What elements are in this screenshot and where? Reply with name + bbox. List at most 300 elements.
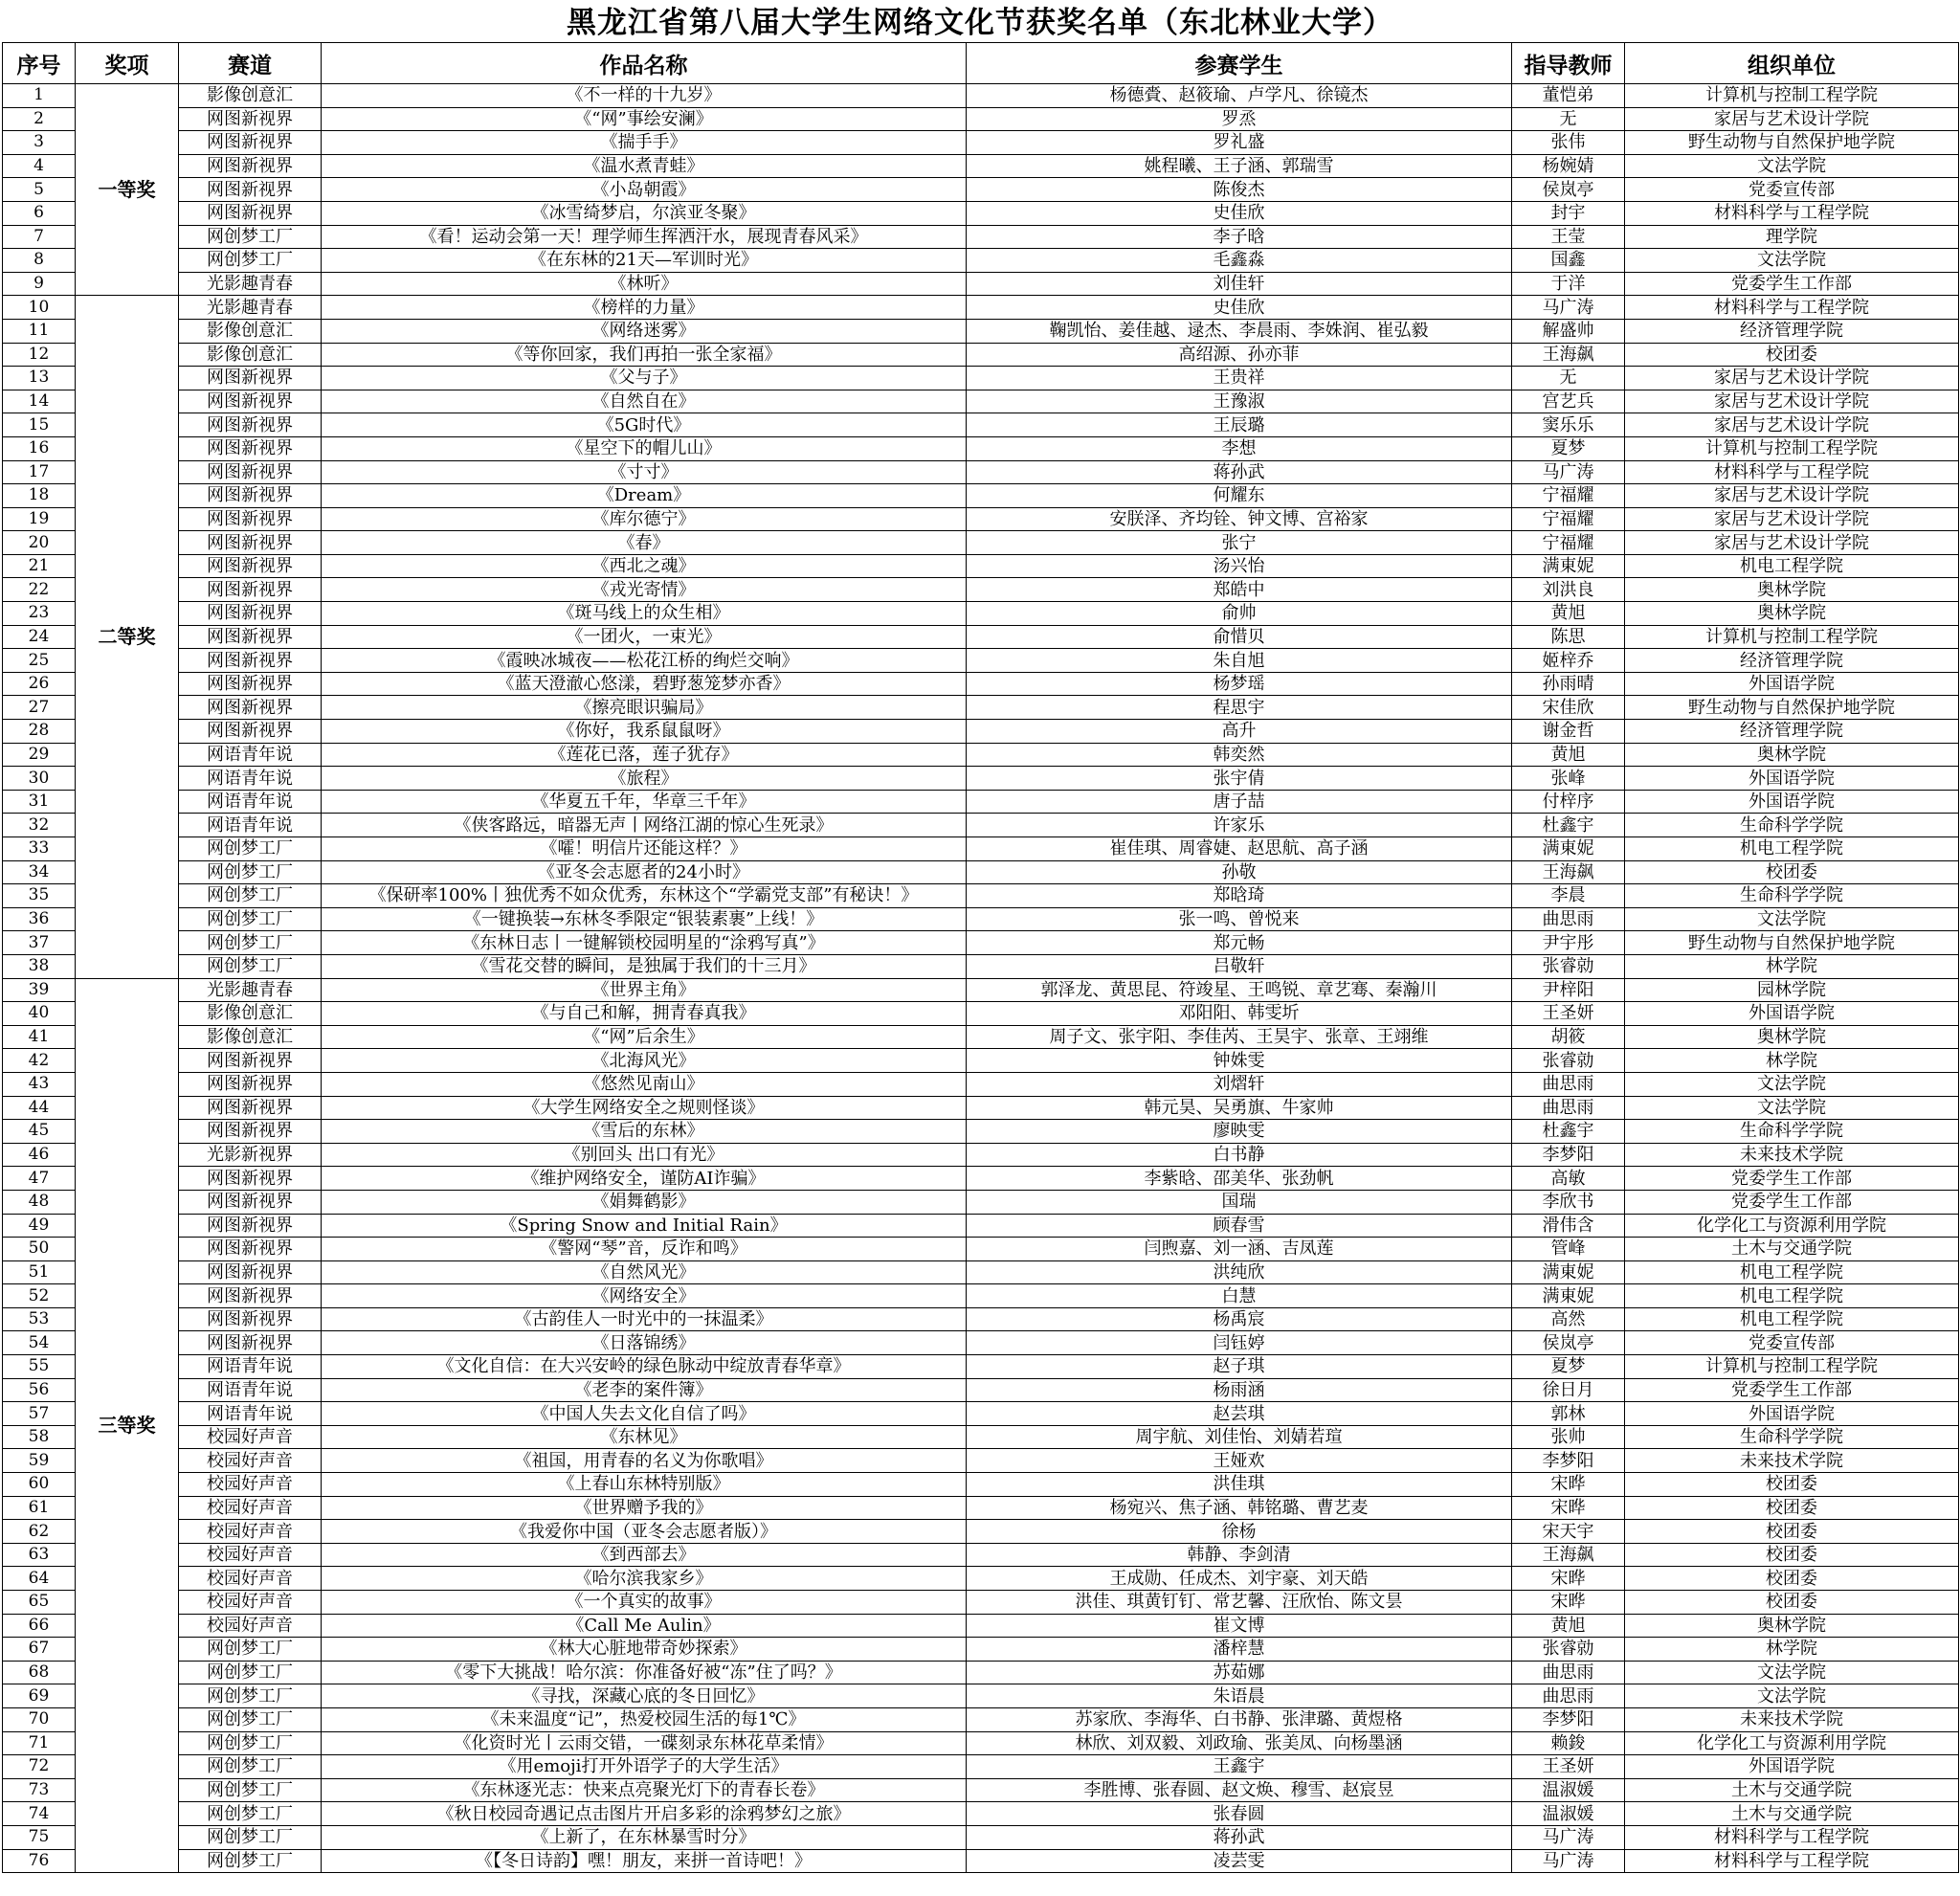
work-title-cell: 《保研率100%丨独优秀不如众优秀，东林这个“学霸党支部”有秘诀！》 [322,884,967,908]
work-title-cell: 《春》 [322,531,967,555]
table-row [3,1190,1959,1214]
work-title-cell: 《祖国，用青春的名义为你歌唱》 [322,1449,967,1473]
teacher-cell: 宋天宇 [1512,1520,1625,1544]
row-index: 55 [3,1355,76,1379]
work-title-cell: 《悠然见南山》 [322,1072,967,1096]
students-cell: 赵芸琪 [967,1402,1512,1426]
students-cell: 杨宛兴、焦子涵、韩铭璐、曹艺麦 [967,1496,1512,1520]
table-row [3,1707,1959,1731]
row-index: 29 [3,743,76,767]
teacher-cell: 宋晔 [1512,1496,1625,1520]
work-title-cell: 《“网”后余生》 [322,1025,967,1049]
table-row [3,554,1959,578]
unit-cell: 外国语学院 [1625,767,1959,791]
unit-cell: 奥林学院 [1625,1614,1959,1638]
table-row [3,1355,1959,1379]
row-index: 46 [3,1143,76,1167]
row-index: 28 [3,720,76,744]
row-index: 32 [3,814,76,837]
teacher-cell: 谢金哲 [1512,720,1625,744]
table-row [3,507,1959,531]
track-cell: 网创梦工厂 [179,860,322,884]
table-row [3,1214,1959,1238]
track-cell: 网创梦工厂 [179,1661,322,1684]
track-cell: 网图新视界 [179,390,322,413]
students-cell: 高绍源、孙亦菲 [967,343,1512,367]
work-title-cell: 《等你回家，我们再拍一张全家福》 [322,343,967,367]
track-cell: 校园好声音 [179,1473,322,1497]
header-row [3,43,1959,84]
teacher-cell: 张睿勍 [1512,954,1625,978]
teacher-cell: 宁福耀 [1512,484,1625,508]
unit-cell: 野生动物与自然保护地学院 [1625,131,1959,155]
students-cell: 韩奕然 [967,743,1512,767]
students-cell: 王贵祥 [967,367,1512,390]
table-row [3,954,1959,978]
work-title-cell: 《别回头 出口有光》 [322,1143,967,1167]
unit-cell: 校团委 [1625,1473,1959,1497]
teacher-cell: 张睿勍 [1512,1638,1625,1662]
teacher-cell: 尹梓阳 [1512,978,1625,1002]
unit-cell: 生命科学学院 [1625,1120,1959,1144]
teacher-cell: 马广涛 [1512,460,1625,484]
table-row [3,1449,1959,1473]
students-cell: 闫钰婷 [967,1331,1512,1355]
row-index: 47 [3,1167,76,1191]
teacher-cell: 王圣妍 [1512,1755,1625,1779]
students-cell: 苏家欣、李海华、白书静、张津璐、黄煜格 [967,1707,1512,1731]
work-title-cell: 《哈尔滨我家乡》 [322,1567,967,1591]
row-index: 51 [3,1260,76,1284]
teacher-cell: 陈思 [1512,625,1625,649]
track-cell: 影像创意汇 [179,1025,322,1049]
unit-cell: 机电工程学院 [1625,1284,1959,1308]
work-title-cell: 《【冬日诗韵】嘿！朋友，来拼一首诗吧！》 [322,1849,967,1873]
table-row [3,296,1959,320]
unit-cell: 文法学院 [1625,1661,1959,1684]
work-title-cell: 《大学生网络安全之规则怪谈》 [322,1096,967,1120]
teacher-cell: 马广涛 [1512,1849,1625,1873]
unit-cell: 经济管理学院 [1625,319,1959,343]
row-index: 9 [3,272,76,296]
unit-cell: 野生动物与自然保护地学院 [1625,931,1959,955]
unit-cell: 机电工程学院 [1625,554,1959,578]
unit-cell: 校团委 [1625,1591,1959,1615]
unit-cell: 家居与艺术设计学院 [1625,390,1959,413]
track-cell: 校园好声音 [179,1449,322,1473]
teacher-cell: 李梦阳 [1512,1707,1625,1731]
teacher-cell: 胡筱 [1512,1025,1625,1049]
unit-cell: 文法学院 [1625,249,1959,273]
work-title-cell: 《斑马线上的众生相》 [322,602,967,626]
table-row [3,1567,1959,1591]
students-cell: 罗礼盛 [967,131,1512,155]
track-cell: 网语青年说 [179,743,322,767]
table-row [3,578,1959,602]
track-cell: 网图新视界 [179,367,322,390]
teacher-cell: 王海飙 [1512,860,1625,884]
table-row [3,272,1959,296]
table-row [3,1002,1959,1026]
row-index: 64 [3,1567,76,1591]
teacher-cell: 王圣妍 [1512,1002,1625,1026]
work-title-cell: 《温水煮青蛙》 [322,154,967,178]
table-row [3,343,1959,367]
unit-cell: 计算机与控制工程学院 [1625,1355,1959,1379]
students-cell: 俞惜贝 [967,625,1512,649]
table-row [3,1684,1959,1708]
row-index: 39 [3,978,76,1002]
students-cell: 周宇航、刘佳怡、刘婧若瑄 [967,1425,1512,1449]
work-title-cell: 《Spring Snow and Initial Rain》 [322,1214,967,1238]
track-cell: 网创梦工厂 [179,1825,322,1849]
table-row [3,84,1959,108]
work-title-cell: 《自然风光》 [322,1260,967,1284]
table-row [3,154,1959,178]
students-cell: 罗烝 [967,107,1512,131]
teacher-cell: 解盛帅 [1512,319,1625,343]
students-cell: 何耀东 [967,484,1512,508]
row-index: 70 [3,1707,76,1731]
students-cell: 王鑫宇 [967,1755,1512,1779]
table-row [3,1825,1959,1849]
students-cell: 程思宇 [967,696,1512,720]
unit-cell: 未来技术学院 [1625,1449,1959,1473]
students-cell: 韩静、李剑清 [967,1543,1512,1567]
table-row [3,367,1959,390]
work-title-cell: 《化资时光丨云雨交错，一碟刻录东林花草柔情》 [322,1731,967,1755]
students-cell: 朱自旭 [967,649,1512,673]
work-title-cell: 《古韵佳人一时光中的一抹温柔》 [322,1307,967,1331]
table-row [3,1778,1959,1802]
students-cell: 韩元昊、吴勇旗、牛家帅 [967,1096,1512,1120]
track-cell: 网创梦工厂 [179,1802,322,1826]
students-cell: 史佳欣 [967,296,1512,320]
work-title-cell: 《霞映冰城夜——松花江桥的绚烂交响》 [322,649,967,673]
students-cell: 杨雨涵 [967,1378,1512,1402]
table-row [3,460,1959,484]
students-cell: 李想 [967,436,1512,460]
table-row [3,436,1959,460]
header-students: 参赛学生 [967,43,1512,84]
award-table [2,42,1959,1873]
students-cell: 洪纯欣 [967,1260,1512,1284]
teacher-cell: 李梦阳 [1512,1449,1625,1473]
track-cell: 网图新视界 [179,696,322,720]
unit-cell: 计算机与控制工程学院 [1625,84,1959,108]
unit-cell: 材料科学与工程学院 [1625,460,1959,484]
track-cell: 网创梦工厂 [179,931,322,955]
table-row [3,720,1959,744]
unit-cell: 外国语学院 [1625,790,1959,814]
track-cell: 网语青年说 [179,1378,322,1402]
teacher-cell: 董恺弟 [1512,84,1625,108]
unit-cell: 生命科学学院 [1625,814,1959,837]
row-index: 4 [3,154,76,178]
row-index: 25 [3,649,76,673]
track-cell: 影像创意汇 [179,84,322,108]
work-title-cell: 《秋日校园奇遇记点击图片开启多彩的涂鸦梦幻之旅》 [322,1802,967,1826]
track-cell: 网创梦工厂 [179,907,322,931]
work-title-cell: 《在东林的21天—军训时光》 [322,249,967,273]
table-row [3,1614,1959,1638]
track-cell: 网创梦工厂 [179,225,322,249]
table-row [3,1755,1959,1779]
table-row [3,413,1959,437]
unit-cell: 理学院 [1625,225,1959,249]
teacher-cell: 李梦阳 [1512,1143,1625,1167]
header-index: 序号 [3,43,76,84]
unit-cell: 机电工程学院 [1625,1307,1959,1331]
students-cell: 邓阳阳、韩雯圻 [967,1002,1512,1026]
unit-cell: 奥林学院 [1625,602,1959,626]
students-cell: 顾春雪 [967,1214,1512,1238]
table-row [3,1167,1959,1191]
track-cell: 网图新视界 [179,531,322,555]
track-cell: 网图新视界 [179,649,322,673]
teacher-cell: 滑伟含 [1512,1214,1625,1238]
students-cell: 刘熠轩 [967,1072,1512,1096]
teacher-cell: 杨婉婧 [1512,154,1625,178]
table-row [3,814,1959,837]
teacher-cell: 宋佳欣 [1512,696,1625,720]
unit-cell: 化学化工与资源利用学院 [1625,1214,1959,1238]
students-cell: 汤兴怡 [967,554,1512,578]
unit-cell: 计算机与控制工程学院 [1625,436,1959,460]
teacher-cell: 马广涛 [1512,296,1625,320]
students-cell: 蒋孙武 [967,1825,1512,1849]
teacher-cell: 刘洪良 [1512,578,1625,602]
table-row [3,790,1959,814]
table-row [3,767,1959,791]
teacher-cell: 黄旭 [1512,1614,1625,1638]
students-cell: 杨禹宸 [967,1307,1512,1331]
work-title-cell: 《看！运动会第一天！理学师生挥洒汗水，展现青春风采》 [322,225,967,249]
unit-cell: 党委宣传部 [1625,178,1959,202]
row-index: 41 [3,1025,76,1049]
unit-cell: 文法学院 [1625,154,1959,178]
table-row [3,1238,1959,1261]
track-cell: 网图新视界 [179,1238,322,1261]
track-cell: 网图新视界 [179,1214,322,1238]
teacher-cell: 宁福耀 [1512,531,1625,555]
table-row [3,531,1959,555]
header-award: 奖项 [76,43,179,84]
teacher-cell: 管峰 [1512,1238,1625,1261]
row-index: 2 [3,107,76,131]
row-index: 43 [3,1072,76,1096]
teacher-cell: 宋晔 [1512,1473,1625,1497]
teacher-cell: 马广涛 [1512,1825,1625,1849]
students-cell: 林欣、刘双毅、刘政瑜、张美凤、向杨墨涵 [967,1731,1512,1755]
table-row [3,1143,1959,1167]
unit-cell: 外国语学院 [1625,1002,1959,1026]
teacher-cell: 杜鑫宇 [1512,1120,1625,1144]
row-index: 24 [3,625,76,649]
unit-cell: 党委学生工作部 [1625,272,1959,296]
unit-cell: 校团委 [1625,1543,1959,1567]
table-row [3,484,1959,508]
track-cell: 网图新视界 [179,413,322,437]
unit-cell: 奥林学院 [1625,578,1959,602]
table-row [3,837,1959,861]
track-cell: 校园好声音 [179,1520,322,1544]
students-cell: 张宇倩 [967,767,1512,791]
row-index: 62 [3,1520,76,1544]
unit-cell: 校团委 [1625,1567,1959,1591]
track-cell: 网创梦工厂 [179,1684,322,1708]
row-index: 66 [3,1614,76,1638]
table-row [3,1425,1959,1449]
table-row [3,178,1959,202]
students-cell: 李子晗 [967,225,1512,249]
teacher-cell: 温淑媛 [1512,1802,1625,1826]
row-index: 75 [3,1825,76,1849]
row-index: 53 [3,1307,76,1331]
work-title-cell: 《雪花交替的瞬间，是独属于我们的十三月》 [322,954,967,978]
work-title-cell: 《蓝天澄澈心悠漾，碧野葱笼梦亦香》 [322,672,967,696]
work-title-cell: 《上春山东林特别版》 [322,1473,967,1497]
row-index: 8 [3,249,76,273]
students-cell: 孙敬 [967,860,1512,884]
unit-cell: 机电工程学院 [1625,1260,1959,1284]
award-level-cell: 二等奖 [76,296,179,978]
row-index: 48 [3,1190,76,1214]
table-row [3,1638,1959,1662]
teacher-cell: 满東妮 [1512,554,1625,578]
work-title-cell: 《“网”事绘安澜》 [322,107,967,131]
row-index: 50 [3,1238,76,1261]
track-cell: 影像创意汇 [179,1002,322,1026]
teacher-cell: 宁福耀 [1512,507,1625,531]
work-title-cell: 《一团火，一束光》 [322,625,967,649]
work-title-cell: 《世界赠予我的》 [322,1496,967,1520]
track-cell: 网创梦工厂 [179,954,322,978]
unit-cell: 家居与艺术设计学院 [1625,107,1959,131]
track-cell: 光影趣青春 [179,978,322,1002]
row-index: 58 [3,1425,76,1449]
row-index: 31 [3,790,76,814]
unit-cell: 经济管理学院 [1625,720,1959,744]
row-index: 10 [3,296,76,320]
table-row [3,1260,1959,1284]
row-index: 26 [3,672,76,696]
track-cell: 网图新视界 [179,1284,322,1308]
teacher-cell: 曲思雨 [1512,1661,1625,1684]
work-title-cell: 《亚冬会志愿者的24小时》 [322,860,967,884]
table-row [3,978,1959,1002]
work-title-cell: 《莲花已落，莲子犹存》 [322,743,967,767]
row-index: 54 [3,1331,76,1355]
row-index: 16 [3,436,76,460]
students-cell: 鞠凯怡、姜佳越、逯杰、李晨雨、李姝润、崔弘毅 [967,319,1512,343]
unit-cell: 材料科学与工程学院 [1625,201,1959,225]
students-cell: 刘佳轩 [967,272,1512,296]
table-row [3,1591,1959,1615]
header-teacher: 指导教师 [1512,43,1625,84]
table-row [3,390,1959,413]
row-index: 67 [3,1638,76,1662]
track-cell: 网创梦工厂 [179,1755,322,1779]
students-cell: 俞帅 [967,602,1512,626]
students-cell: 国瑞 [967,1190,1512,1214]
teacher-cell: 宋晔 [1512,1567,1625,1591]
track-cell: 网图新视界 [179,1260,322,1284]
teacher-cell: 张伟 [1512,131,1625,155]
track-cell: 光影趣青春 [179,296,322,320]
track-cell: 影像创意汇 [179,319,322,343]
table-row [3,743,1959,767]
track-cell: 校园好声音 [179,1496,322,1520]
unit-cell: 党委学生工作部 [1625,1167,1959,1191]
table-row [3,1331,1959,1355]
students-cell: 陈俊杰 [967,178,1512,202]
header-unit: 组织单位 [1625,43,1959,84]
work-title-cell: 《东林见》 [322,1425,967,1449]
unit-cell: 未来技术学院 [1625,1707,1959,1731]
unit-cell: 生命科学学院 [1625,884,1959,908]
table-row [3,319,1959,343]
teacher-cell: 高然 [1512,1307,1625,1331]
teacher-cell: 封宇 [1512,201,1625,225]
students-cell: 潘梓慧 [967,1638,1512,1662]
teacher-cell: 窦乐乐 [1512,413,1625,437]
work-title-cell: 《冰雪绮梦启，尔滨亚冬聚》 [322,201,967,225]
row-index: 20 [3,531,76,555]
unit-cell: 林学院 [1625,1049,1959,1073]
row-index: 14 [3,390,76,413]
track-cell: 网图新视界 [179,602,322,626]
row-index: 59 [3,1449,76,1473]
unit-cell: 土木与交通学院 [1625,1238,1959,1261]
teacher-cell: 无 [1512,367,1625,390]
students-cell: 郑元畅 [967,931,1512,955]
header-track: 赛道 [179,43,322,84]
unit-cell: 校团委 [1625,343,1959,367]
unit-cell: 土木与交通学院 [1625,1802,1959,1826]
teacher-cell: 张睿勍 [1512,1049,1625,1073]
teacher-cell: 曲思雨 [1512,907,1625,931]
work-title-cell: 《维护网络安全，谨防AI诈骗》 [322,1167,967,1191]
row-index: 49 [3,1214,76,1238]
row-index: 61 [3,1496,76,1520]
teacher-cell: 无 [1512,107,1625,131]
work-title-cell: 《林听》 [322,272,967,296]
students-cell: 许家乐 [967,814,1512,837]
unit-cell: 文法学院 [1625,1096,1959,1120]
track-cell: 网图新视界 [179,625,322,649]
teacher-cell: 徐日月 [1512,1378,1625,1402]
unit-cell: 经济管理学院 [1625,649,1959,673]
row-index: 40 [3,1002,76,1026]
table-row [3,249,1959,273]
students-cell: 张一鸣、曾悦来 [967,907,1512,931]
table-row [3,1661,1959,1684]
unit-cell: 家居与艺术设计学院 [1625,531,1959,555]
row-index: 22 [3,578,76,602]
row-index: 69 [3,1684,76,1708]
row-index: 63 [3,1543,76,1567]
students-cell: 高升 [967,720,1512,744]
row-index: 38 [3,954,76,978]
track-cell: 网创梦工厂 [179,884,322,908]
work-title-cell: 《老李的案件簿》 [322,1378,967,1402]
track-cell: 网图新视界 [179,578,322,602]
students-cell: 钟姝雯 [967,1049,1512,1073]
teacher-cell: 张帅 [1512,1425,1625,1449]
track-cell: 网图新视界 [179,1096,322,1120]
work-title-cell: 《用emoji打开外语学子的大学生活》 [322,1755,967,1779]
